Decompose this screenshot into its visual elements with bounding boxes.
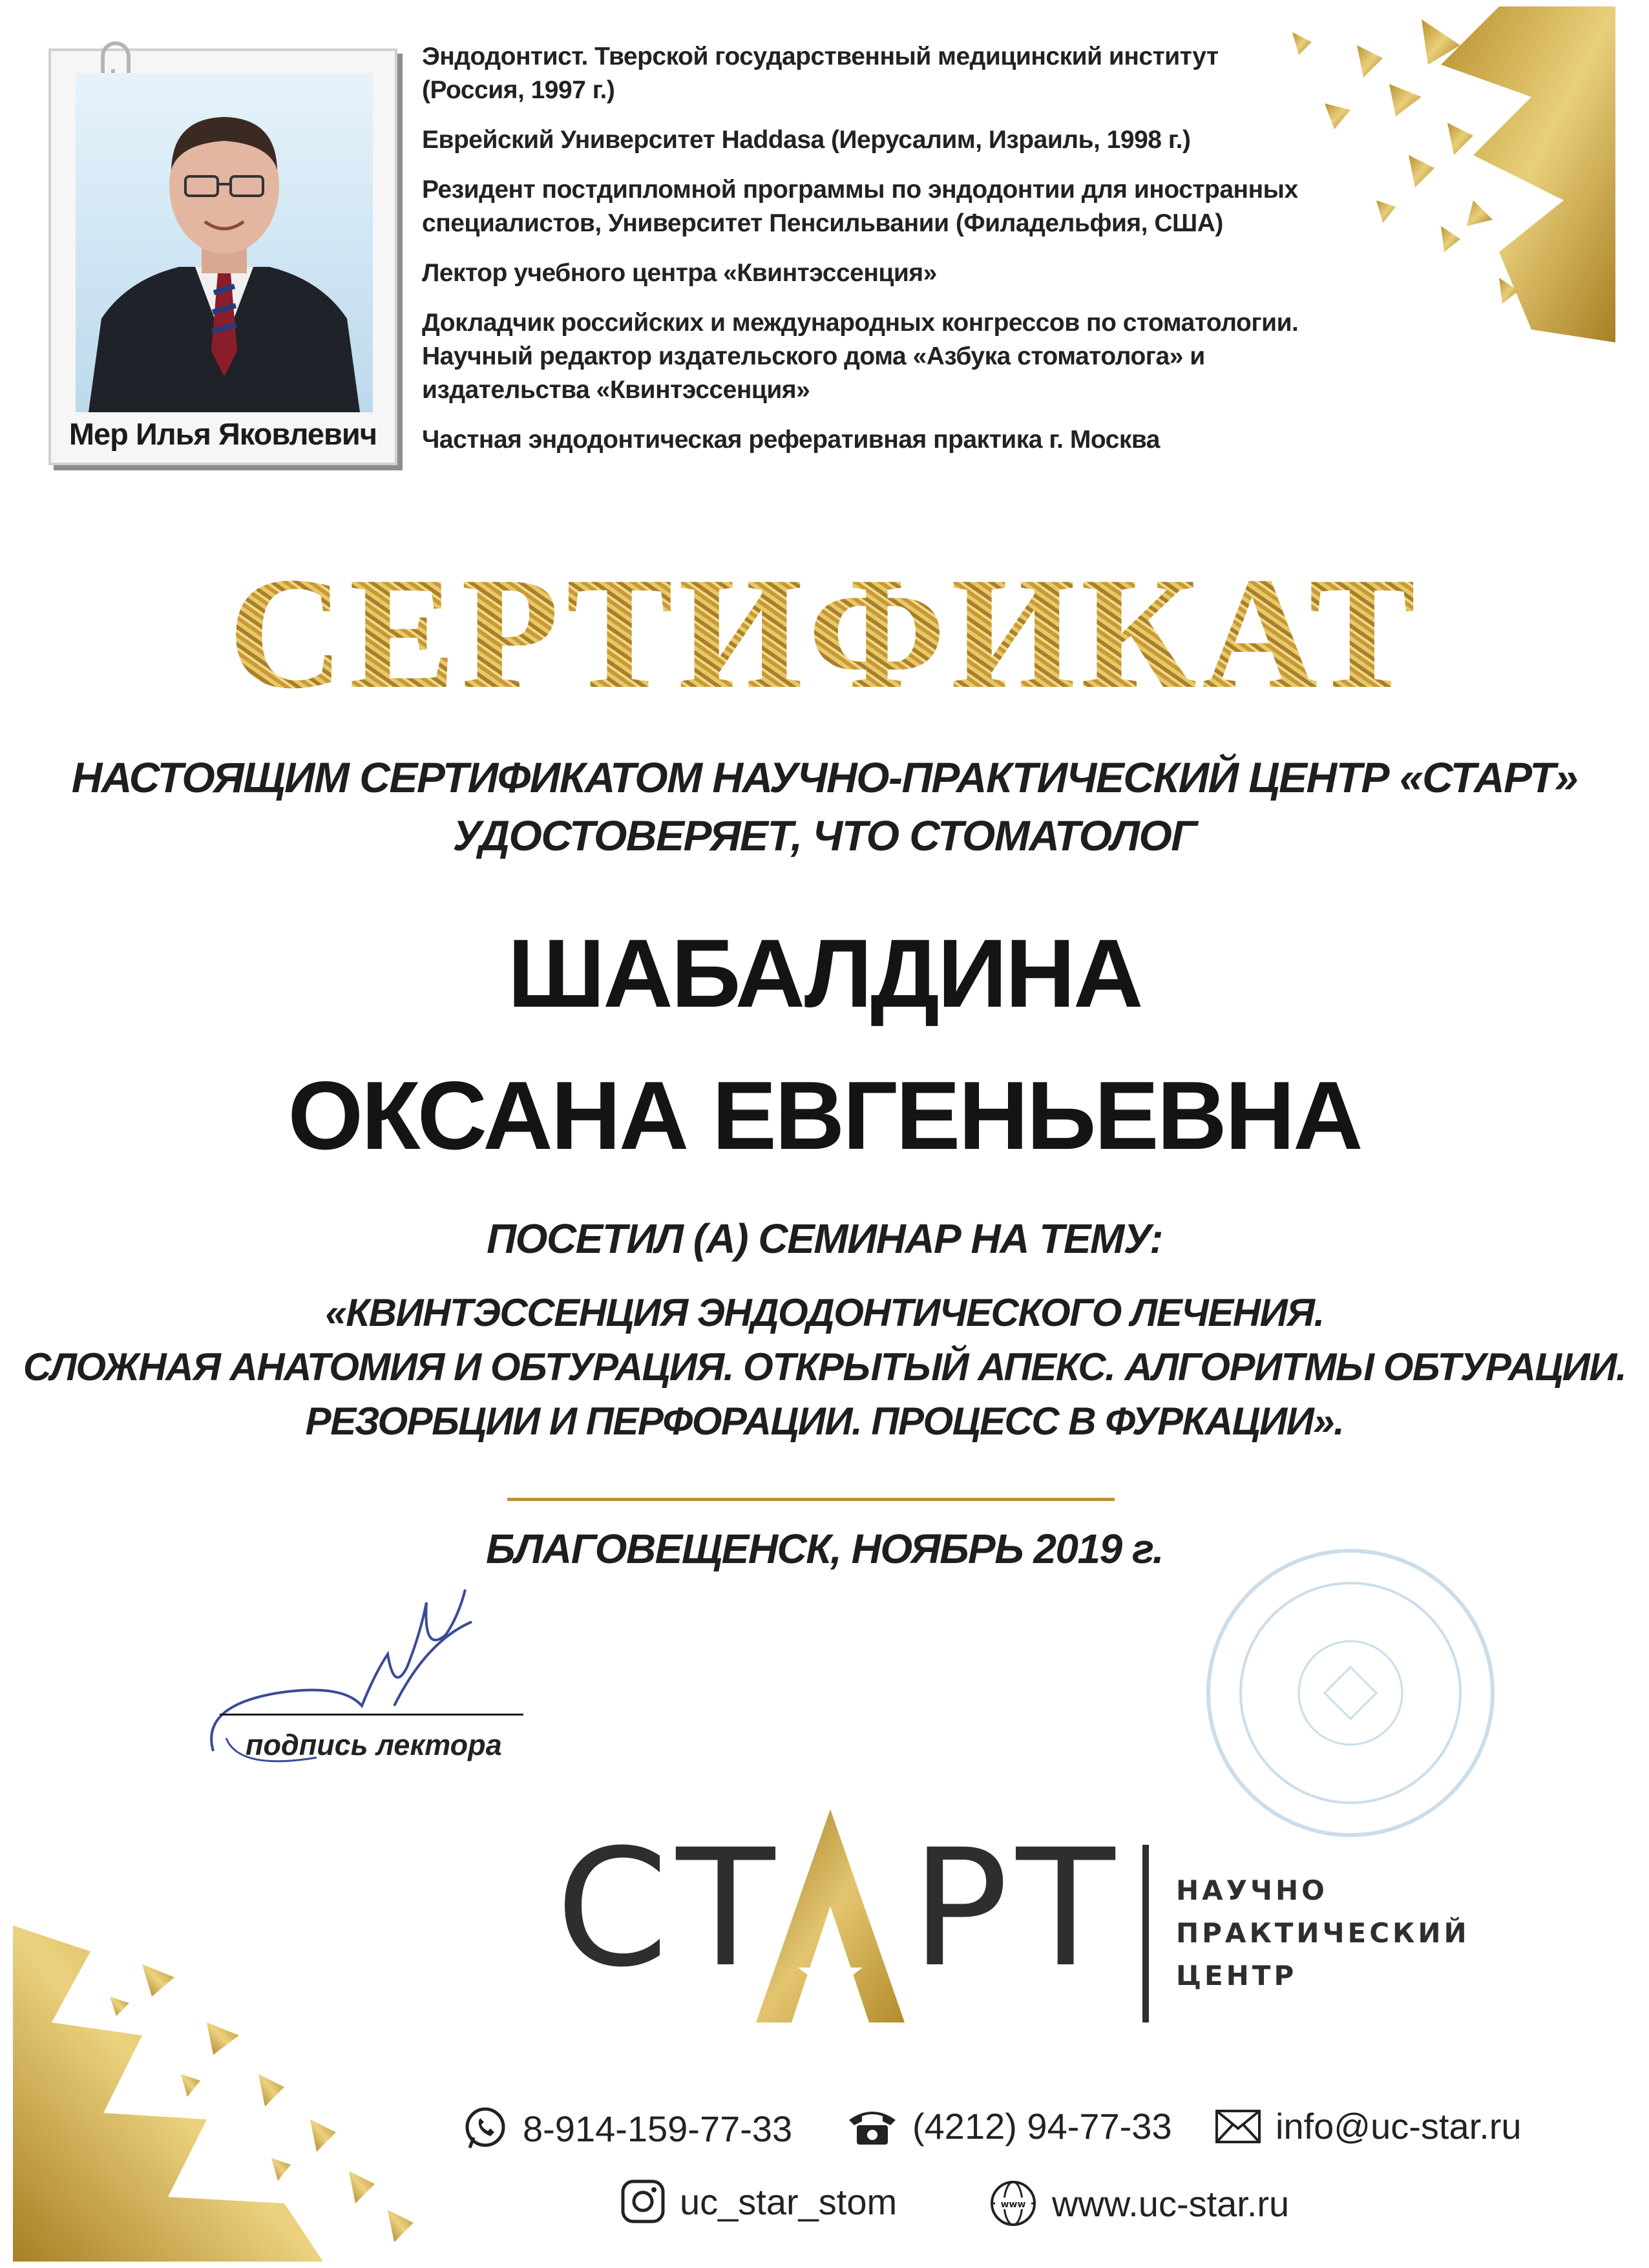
- topic-line: «КВИНТЭССЕНЦИЯ ЭНДОДОНТИЧЕСКОГО ЛЕЧЕНИЯ.: [325, 1291, 1324, 1334]
- logo-subtitle-line: ПРАКТИЧЕСКИЙ: [1176, 1917, 1470, 1949]
- svg-text:www: www: [1000, 2200, 1026, 2210]
- email-address: info@uc-star.ru: [1276, 2106, 1522, 2147]
- place-date: БЛАГОВЕЩЕНСК, НОЯБРЬ 2019 г.: [485, 1526, 1164, 1572]
- contact-instagram[interactable]: [620, 2179, 897, 2224]
- bio-item: Частная эндодонтическая реферативная практика г. Москва: [422, 426, 1160, 454]
- phone-number: (4212) 94-77-33: [912, 2106, 1172, 2147]
- recipient-given-names: ОКСАНА ЕВГЕНЬЕВНА: [288, 1061, 1361, 1170]
- bio-item: Лектор учебного центра «Квинтэссенция»: [422, 259, 937, 287]
- instagram-handle: uc_star_stom: [680, 2181, 898, 2222]
- certificate-title: СЕРТИФИКАТ: [0, 543, 1649, 724]
- logo-letters-ct: СТ: [556, 1814, 783, 2002]
- logo-subtitle: [1176, 1869, 1470, 1997]
- lecturer-photo: [76, 73, 373, 412]
- certificate-intro-line2: УДОСТОВЕРЯЕТ, ЧТО СТОМАТОЛОГ: [452, 812, 1197, 859]
- lecturer-name: Мер Илья Яковлевич: [68, 417, 377, 451]
- seal-stamp: [1195, 1538, 1506, 1848]
- topic-line: РЕЗОРБЦИИ И ПЕРФОРАЦИИ. ПРОЦЕСС В ФУРКАЦИИ».: [305, 1400, 1344, 1443]
- contact-phone[interactable]: [846, 2105, 1172, 2147]
- start-logo-graphic: [556, 1809, 1137, 2042]
- seminar-topic: [0, 1286, 1649, 1449]
- website-url: www.uc-star.ru: [1052, 2183, 1290, 2224]
- bio-item: Резидент постдипломной программы по эндодонтии для иностранных специалистов, Университет Пенсильвании (Филадельфия, США): [422, 176, 1298, 237]
- email-icon: [1215, 2109, 1261, 2144]
- gold-divider: [507, 1498, 1115, 1501]
- contact-email[interactable]: [1215, 2105, 1522, 2147]
- certificate-intro-line1: НАСТОЯЩИМ СЕРТИФИКАТОМ НАУЧНО-ПРАКТИЧЕСКИЙ ЦЕНТР «СТАРТ»: [71, 753, 1578, 801]
- instagram-icon: [620, 2179, 666, 2224]
- contact-whatsapp[interactable]: [462, 2105, 792, 2152]
- topic-line: СЛОЖНАЯ АНАТОМИЯ И ОБТУРАЦИЯ. ОТКРЫТЫЙ АПЕКС. АЛГОРИТМЫ ОБТУРАЦИИ.: [23, 1345, 1626, 1389]
- signature-label: подпись лектора: [246, 1728, 502, 1761]
- web-icon: [989, 2179, 1038, 2228]
- start-logo: [556, 1809, 1137, 2081]
- contact-website[interactable]: [989, 2179, 1289, 2228]
- whatsapp-icon: [462, 2105, 509, 2152]
- logo-letters-pt: РТ: [911, 1814, 1123, 2002]
- visited-label: ПОСЕТИЛ (А) СЕМИНАР НА ТЕМУ:: [487, 1215, 1162, 1262]
- logo-divider: [1142, 1845, 1149, 2022]
- bio-item: Еврейский Университет Haddasa (Иерусалим, Израиль, 1998 г.): [422, 126, 1191, 154]
- recipient-surname: ШАБАЛДИНА: [507, 919, 1142, 1027]
- logo-subtitle-line: ЦЕНТР: [1176, 1960, 1297, 1991]
- bio-item: Эндодонтист. Тверской государственный медицинский институт (Россия, 1997 г.): [422, 43, 1219, 104]
- phone-icon: [846, 2106, 898, 2147]
- gold-confetti-bottom-left: [13, 1926, 439, 2262]
- lecturer-bio: [422, 40, 1314, 473]
- lecturer-photo-card: [48, 48, 397, 465]
- logo-subtitle-line: НАУЧНО: [1176, 1874, 1328, 1906]
- bio-item: Докладчик российских и международных конгрессов по стоматологии. Научный редактор издательского дома «Азбука стоматолога» и издательства «Квинтэссенция»: [422, 309, 1299, 404]
- signature-line: [220, 1714, 523, 1716]
- whatsapp-number: 8-914-159-77-33: [523, 2108, 793, 2149]
